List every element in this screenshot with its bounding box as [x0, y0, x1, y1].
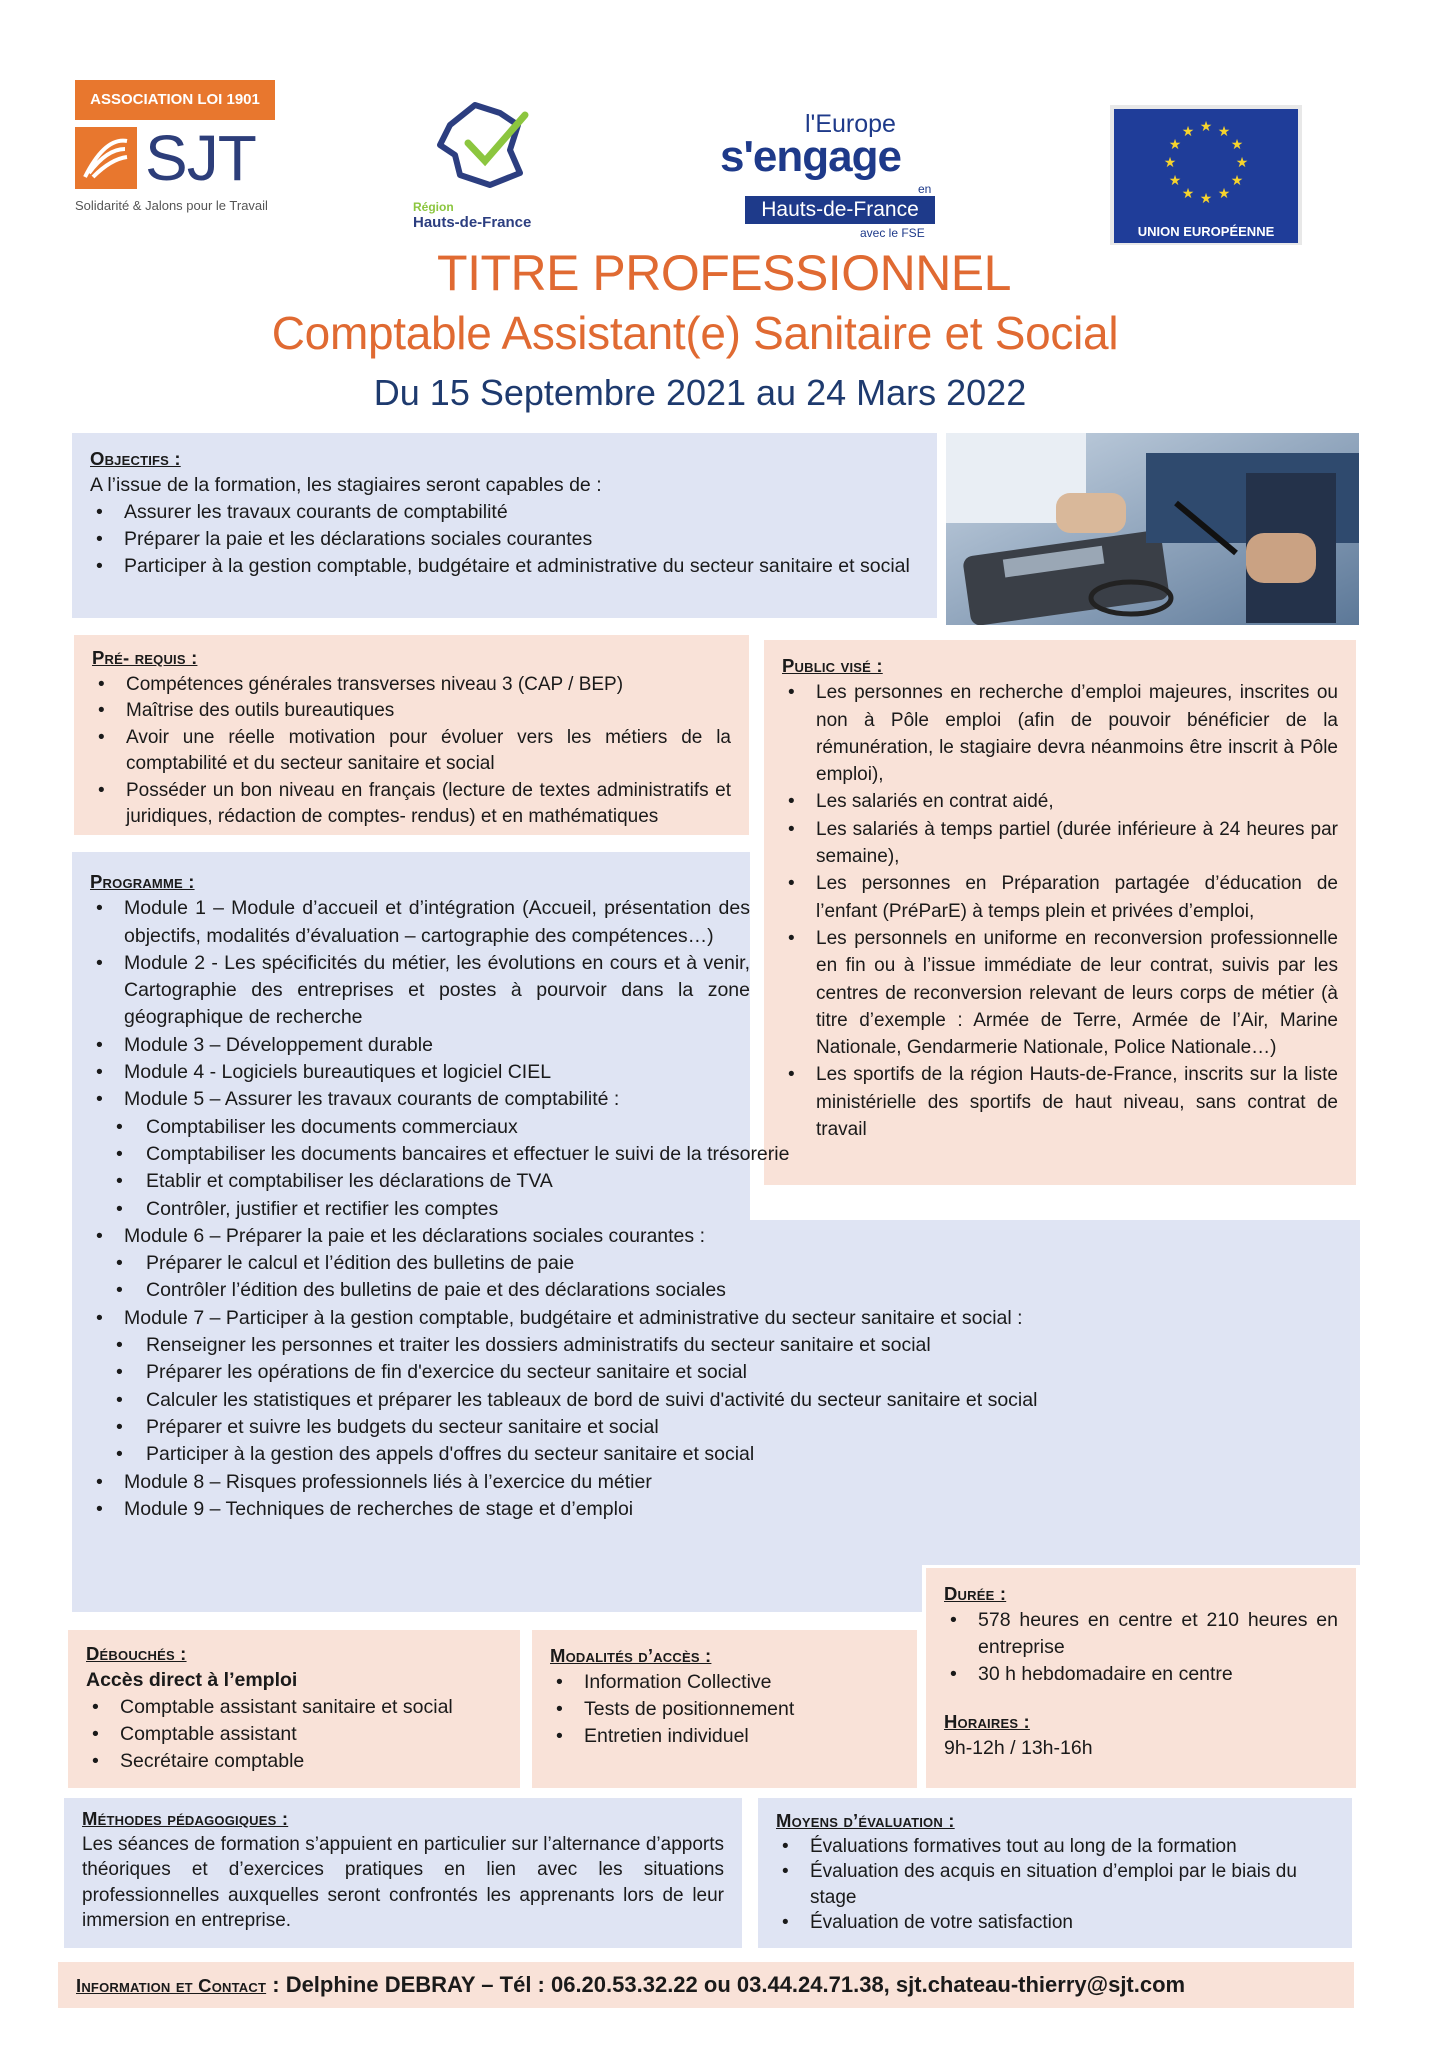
list-item: • Compétences générales transverses niveau 3 (CAP / BEP) — [92, 672, 731, 699]
list-item: • Information Collective — [550, 1669, 899, 1696]
methodes-section — [64, 1798, 742, 1948]
sjt-badge: ASSOCIATION LOI 1901 — [75, 80, 275, 120]
europe-line1: l'Europe — [805, 110, 896, 138]
region-logo — [405, 95, 565, 235]
module-item: • Module 6 – Préparer la paie et les déclarations sociales courantes : — [90, 1223, 1342, 1250]
svg-text:★: ★ — [1235, 155, 1249, 171]
list-item: • Les personnes en Préparation partagée d’éducation de l’enfant (PréParE) à temps plein et privées d’emploi, — [782, 870, 1338, 925]
page-dates: Du 15 Septembre 2021 au 24 Mars 2022 — [373, 372, 1027, 413]
evaluation-heading: Moyens d’évaluation : — [776, 1810, 955, 1831]
svg-text:★: ★ — [1163, 155, 1177, 171]
europe-line4: Hauts-de-France — [745, 196, 935, 224]
module-subitem: • Contrôler, justifier et rectifier les comptes — [90, 1196, 1342, 1223]
list-item: • Avoir une réelle motivation pour évoluer vers les métiers de la comptabilité et du secteur sanitaire et social — [92, 725, 731, 778]
list-item: • Les salariés en contrat aidé, — [782, 788, 1338, 815]
svg-text:★: ★ — [1217, 124, 1231, 140]
eu-flag-logo — [1110, 105, 1302, 245]
debouches-heading: Débouchés : — [86, 1643, 187, 1664]
page-subtitle: Comptable Assistant(e) Sanitaire et Social — [271, 307, 1119, 359]
svg-text:★: ★ — [1217, 186, 1231, 202]
office-photo — [946, 433, 1359, 625]
module-subitem: • Contrôler l’édition des bulletins de paie et des déclarations sociales — [90, 1277, 1342, 1304]
programme-bg-tail — [72, 1560, 922, 1612]
horaires-value: 9h-12h / 13h-16h — [944, 1737, 1093, 1759]
sjt-logo — [75, 80, 285, 250]
sjt-tagline: Solidarité & Jalons pour le Travail — [75, 198, 268, 213]
programme-heading: Programme : — [90, 871, 195, 892]
svg-text:★: ★ — [1168, 137, 1182, 153]
evaluation-section — [758, 1798, 1352, 1948]
modalites-heading: Modalités d’accès : — [550, 1645, 712, 1666]
svg-text:★: ★ — [1199, 191, 1213, 207]
module-item: • Module 9 – Techniques de recherches de stage et d’emploi — [90, 1496, 1342, 1523]
list-item: • Tests de positionnement — [550, 1696, 899, 1723]
module-item: • Module 7 – Participer à la gestion comptable, budgétaire et administrative du secteur sanitaire et social : — [90, 1305, 1342, 1332]
module-subitem: • Etablir et comptabiliser les déclarations de TVA — [90, 1168, 1342, 1195]
module-subitem: • Préparer les opérations de fin d'exercice du secteur sanitaire et social — [90, 1359, 1342, 1386]
list-item: • Participer à la gestion comptable, budgétaire et administrative du secteur sanitaire et social — [90, 553, 919, 580]
svg-text:★: ★ — [1181, 124, 1195, 140]
europe-line3: en — [918, 182, 932, 196]
list-item: • Les salariés à temps partiel (durée inférieure à 24 heures par semaine), — [782, 816, 1338, 871]
module-subitem: • Préparer et suivre les budgets du secteur sanitaire et social — [90, 1414, 1342, 1441]
list-item: • Préparer la paie et les déclarations sociales courantes — [90, 526, 919, 553]
list-item: • Les personnels en uniforme en reconversion professionnelle en fin ou à l’issue immédiate de leur contrat, suivis par les centres de reconversion relevant de leurs corps de métier (à titre d’exemple : Armée de Terre, Armée de l’Air, Marine Nationale, Gendarmerie Nationale, Police Nationale…) — [782, 925, 1338, 1061]
duree-heading: Durée : — [944, 1583, 1007, 1604]
module-item: • Module 8 – Risques professionnels liés à l’exercice du métier — [90, 1469, 1342, 1496]
duree-section — [926, 1568, 1356, 1788]
list-item: • Comptable assistant sanitaire et social — [86, 1694, 502, 1721]
module-item: • Module 4 - Logiciels bureautiques et logiciel CIEL — [90, 1059, 1342, 1086]
module-subitem: • Comptabiliser les documents bancaires et effectuer le suivi de la trésorerie — [90, 1141, 794, 1168]
list-item: • Secrétaire comptable — [86, 1748, 502, 1775]
methodes-heading: Méthodes pédagogiques : — [82, 1808, 289, 1829]
module-subitem: • Préparer le calcul et l’édition des bulletins de paie — [90, 1250, 1342, 1277]
prerequis-section — [74, 635, 749, 835]
page-title: TITRE PROFESSIONNEL — [437, 245, 1011, 301]
region-line2: Hauts-de-France — [413, 214, 532, 231]
debouches-subheading: Accès direct à l’emploi — [86, 1669, 298, 1691]
svg-text:★: ★ — [1230, 173, 1244, 189]
eu-flag-label: UNION EUROPÉENNE — [1114, 221, 1298, 243]
svg-text:★: ★ — [1168, 173, 1182, 189]
objectifs-heading: Objectifs : — [90, 448, 181, 469]
methodes-text: Les séances de formation s’appuient en particulier sur l’alternance d’apports théoriques et d’exercices pratiques en lien avec les situations professionnelles auxquelles seront confrontés les apprenants lors de leur immersion en entreprise. — [82, 1833, 724, 1931]
svg-text:★: ★ — [1181, 186, 1195, 202]
svg-text:★: ★ — [1199, 119, 1213, 135]
list-item: • Assurer les travaux courants de comptabilité — [90, 499, 919, 526]
sjt-emblem-icon — [75, 127, 137, 189]
europe-line2: s'engage — [720, 132, 901, 181]
debouches-section — [68, 1630, 520, 1788]
sjt-name: SJT — [145, 122, 256, 194]
modalites-section — [532, 1630, 917, 1788]
module-item: • Module 2 - Les spécificités du métier, les évolutions en cours et à venir, Cartographie des entreprises et postes à pourvoir dans la zone géographique de recherche — [90, 950, 750, 1032]
region-map-icon — [430, 95, 540, 195]
module-item: • Module 1 – Module d’accueil et d’intégration (Accueil, présentation des objectifs, modalités d’évaluation – cartographie des compétences…) — [90, 895, 750, 950]
module-subitem: • Comptabiliser les documents commerciaux — [90, 1114, 1342, 1141]
list-item: • Les sportifs de la région Hauts-de-France, inscrits sur la liste ministérielle des sportifs de haut niveau, sans contrat de travail — [782, 1061, 1338, 1143]
eu-flag-icon — [1114, 109, 1298, 221]
svg-text:★: ★ — [1230, 137, 1244, 153]
module-subitem: • Participer à la gestion des appels d'offres du secteur sanitaire et social — [90, 1441, 1342, 1468]
objectifs-intro: A l’issue de la formation, les stagiaires seront capables de : — [90, 474, 602, 496]
contact-section — [58, 1962, 1354, 2008]
europe-engage-logo — [720, 110, 940, 245]
contact-text: : Delphine DEBRAY – Tél : 06.20.53.32.22 ou 03.44.24.71.38, sjt.chateau-thierry@sjt.com — [272, 1972, 1186, 1997]
list-item: • 30 h hebdomadaire en centre — [944, 1661, 1338, 1688]
contact-heading: Information et Contact — [76, 1975, 267, 1996]
list-item: • Posséder un bon niveau en français (lecture de textes administratifs et juridiques, rédaction de comptes- rendus) et en mathématiques — [92, 778, 731, 831]
list-item: • Évaluation de votre satisfaction — [776, 1910, 1334, 1936]
list-item: • Entretien individuel — [550, 1723, 899, 1750]
horaires-heading: Horaires : — [944, 1711, 1030, 1732]
list-item: • Évaluations formatives tout au long de la formation — [776, 1834, 1334, 1860]
region-line1: Région — [413, 200, 454, 214]
objectifs-section — [72, 433, 937, 618]
module-subitem: • Renseigner les personnes et traiter les dossiers administratifs du secteur sanitaire et social — [90, 1332, 1342, 1359]
module-subitem: • Calculer les statistiques et préparer les tableaux de bord de suivi d'activité du secteur sanitaire et social — [90, 1387, 1342, 1414]
list-item: • Comptable assistant — [86, 1721, 502, 1748]
list-item: • 578 heures en centre et 210 heures en entreprise — [944, 1607, 1338, 1661]
module-item: • Module 5 – Assurer les travaux courants de comptabilité : — [90, 1086, 1342, 1113]
public-heading: Public visé : — [782, 655, 883, 676]
prerequis-heading: Pré- requis : — [92, 647, 198, 668]
list-item: • Les personnes en recherche d’emploi majeures, inscrites ou non à Pôle emploi (afin de pouvoir bénéficier de la rémunération, le stagiaire devra néanmoins être inscrit à Pôle emploi), — [782, 679, 1338, 788]
list-item: • Évaluation des acquis en situation d’emploi par le biais du stage — [776, 1859, 1334, 1910]
module-item: • Module 3 – Développement durable — [90, 1032, 1342, 1059]
list-item: • Maîtrise des outils bureautiques — [92, 698, 731, 725]
programme-section — [72, 858, 1360, 1533]
europe-line5: avec le FSE — [860, 226, 925, 240]
